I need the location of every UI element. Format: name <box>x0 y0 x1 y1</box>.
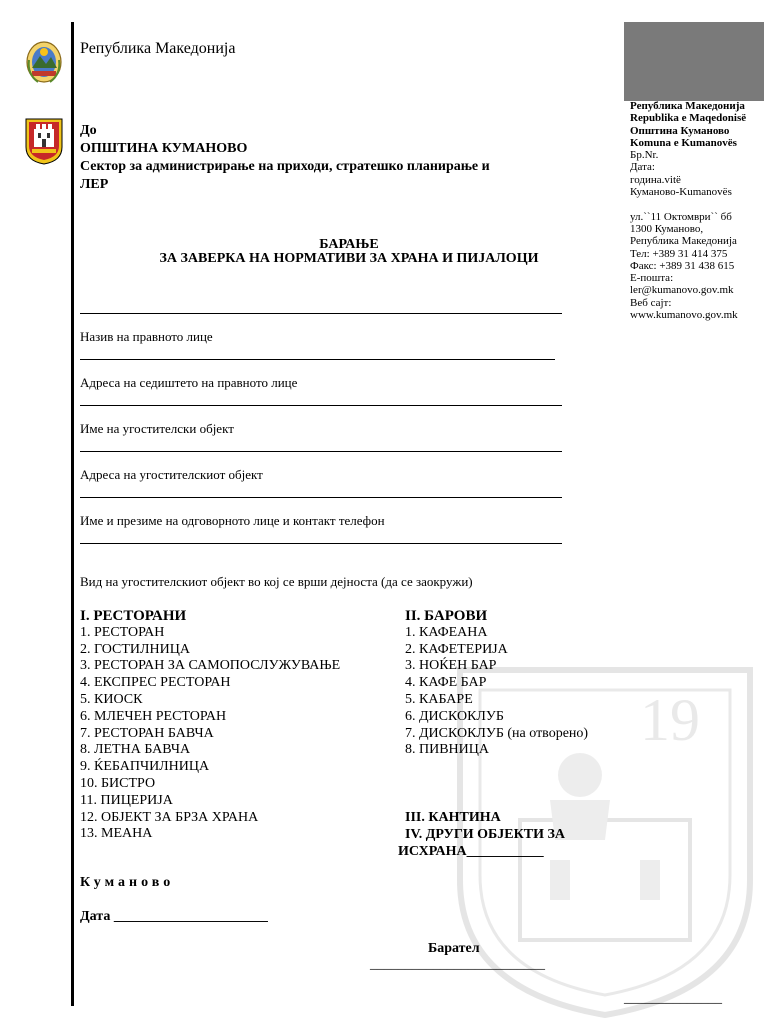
bar-option[interactable]: 3. НОЌЕН БАР <box>405 658 497 674</box>
recipient-municipality: ОПШТИНА КУМАНОВО <box>80 141 248 156</box>
sidebar-line: Дата: <box>630 161 655 174</box>
responsible-person-label: Име и презиме на одговорното лице и контакт телефон <box>80 513 385 528</box>
other-objects-option-line2[interactable]: ИСХРАНА___________ <box>398 844 544 859</box>
applicant-label: Барател <box>428 941 480 956</box>
bar-option[interactable]: 7. ДИСКОКЛУБ (на отворено) <box>405 725 589 741</box>
sidebar-web-label: Веб сајт: <box>630 296 672 309</box>
establishment-name-label: Име на угостителски објект <box>80 421 234 436</box>
recipient-block <box>80 122 570 194</box>
establishment-address-label: Адреса на угостителскиот објект <box>80 467 263 482</box>
restaurant-option[interactable]: 13. МЕАНА <box>80 826 153 842</box>
sidebar-bottom-line: ______________ <box>624 991 722 1006</box>
restaurant-option[interactable]: 5. КИОСК <box>80 691 143 707</box>
sidebar-fax: Факс: +389 31 438 615 <box>630 259 735 272</box>
legal-entity-address-label: Адреса на седиштето на правното лице <box>80 375 298 390</box>
bar-option[interactable]: 5. КАБАРЕ <box>405 691 473 707</box>
bar-option[interactable]: 2. КАФЕТЕРИЈА <box>405 641 508 657</box>
applicant-signature-line[interactable]: _________________________ <box>370 957 545 972</box>
bar-option[interactable]: 6. ДИСКОКЛУБ <box>405 708 504 724</box>
restaurants-heading: I. РЕСТОРАНИ <box>80 608 187 624</box>
city-name: Куманово <box>80 875 175 890</box>
vertical-rule <box>71 22 74 1006</box>
recipient-to: До <box>80 123 97 138</box>
sidebar-line: година.vitë <box>630 173 681 186</box>
sidebar-info <box>630 100 766 321</box>
bar-option[interactable]: 8. ПИВНИЦА <box>405 742 489 758</box>
recipient-sector-line1: Сектор за администрирање на приходи, стратешко планирање и <box>80 159 490 174</box>
sidebar-address-line: Република Македонија <box>630 235 737 248</box>
sidebar-line: Општина Куманово <box>630 124 730 137</box>
sidebar-line: Република Македонија <box>630 100 745 112</box>
restaurant-option[interactable]: 1. РЕСТОРАН <box>80 624 165 640</box>
restaurant-option[interactable]: 7. РЕСТОРАН БАВЧА <box>80 725 214 741</box>
sidebar-email: ler@kumanovo.gov.mk <box>630 284 734 297</box>
object-type-prompt: Вид на угостителскиот објект во кој се врши дејноста (да се заокружи) <box>80 574 473 589</box>
restaurant-option[interactable]: 10. БИСТРО <box>80 775 156 791</box>
canteen-option[interactable]: III. КАНТИНА <box>405 810 501 825</box>
legal-entity-name-label: Назив на правното лице <box>80 329 213 344</box>
restaurant-option[interactable]: 12. ОБЈЕКТ ЗА БРЗА ХРАНА <box>80 809 259 825</box>
sidebar-address-line: ул.``11 Октомври`` бб <box>630 210 732 223</box>
establishment-address-line[interactable] <box>80 451 562 452</box>
legal-entity-address-line[interactable] <box>80 359 555 360</box>
sidebar-phone: Тел: +389 31 414 375 <box>630 247 728 260</box>
responsible-person-line[interactable] <box>80 497 562 498</box>
republic-title: Република Македонија <box>80 40 236 57</box>
bars-column <box>405 608 588 759</box>
establishment-name-line[interactable] <box>80 405 562 406</box>
sidebar-line: Republika e Maqedonisë <box>630 112 747 125</box>
recipient-sector-line2: ЛЕР <box>80 177 109 192</box>
sidebar-line: Komuna e Kumanovës <box>630 136 737 149</box>
bars-heading: II. БАРОВИ <box>405 608 488 624</box>
date-field[interactable]: Дата ______________________ <box>80 909 268 924</box>
kumanovo-coat-of-arms-icon <box>24 117 64 165</box>
legal-entity-name-line[interactable] <box>80 313 562 314</box>
restaurant-option[interactable]: 9. ЌЕБАПЧИЛНИЦА <box>80 759 210 775</box>
stamp-box <box>624 22 764 101</box>
restaurants-column <box>80 608 340 843</box>
sidebar-line: Бр.Nr. <box>630 149 659 162</box>
restaurant-option[interactable]: 4. ЕКСПРЕС РЕСТОРАН <box>80 675 231 691</box>
restaurant-option[interactable]: 8. ЛЕТНА БАВЧА <box>80 742 191 758</box>
other-objects-option[interactable]: IV. ДРУГИ ОБЈЕКТИ ЗА <box>405 827 566 842</box>
sidebar-web: www.kumanovo.gov.mk <box>630 309 738 322</box>
macedonia-coat-of-arms-icon <box>24 38 64 84</box>
bar-option[interactable]: 4. КАФЕ БАР <box>405 675 487 691</box>
bar-option[interactable]: 1. КАФЕАНА <box>405 624 488 640</box>
document-subtitle: ЗА ЗАВЕРКА НА НОРМАТИВИ ЗА ХРАНА И ПИЈАЛОЦИ <box>159 251 539 266</box>
contact-extra-line[interactable] <box>80 543 562 544</box>
sidebar-address-line: 1300 Куманово, <box>630 222 704 235</box>
sidebar-email-label: Е-пошта: <box>630 272 674 285</box>
restaurant-option[interactable]: 2. ГОСТИЛНИЦА <box>80 641 190 657</box>
restaurant-option[interactable]: 11. ПИЦЕРИЈА <box>80 792 173 808</box>
document-title: БАРАЊЕ <box>319 237 379 252</box>
restaurant-option[interactable]: 3. РЕСТОРАН ЗА САМОПОСЛУЖУВАЊЕ <box>80 658 341 674</box>
restaurant-option[interactable]: 6. МЛЕЧЕН РЕСТОРАН <box>80 708 227 724</box>
svg-text:19: 19 <box>640 687 700 753</box>
sidebar-line: Куманово-Kumanovës <box>630 186 732 199</box>
